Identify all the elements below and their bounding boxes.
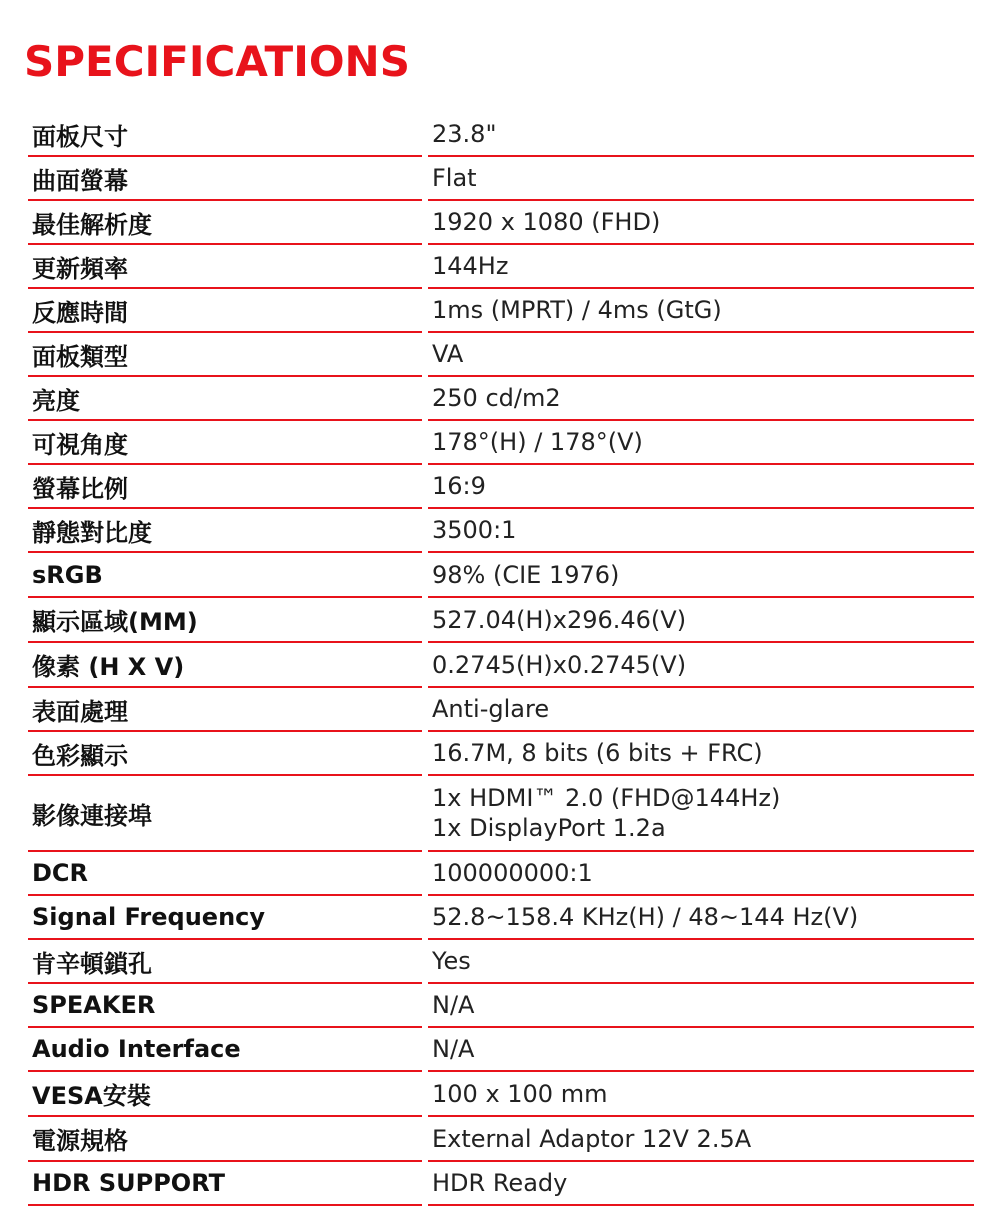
spec-row-resolution	[28, 201, 974, 245]
spec-label: 反應時間	[28, 289, 422, 333]
spec-row-hdr-support	[28, 1162, 974, 1206]
spec-value: 16.7M, 8 bits (6 bits + FRC)	[428, 732, 974, 776]
spec-label: 靜態對比度	[28, 509, 422, 553]
spec-label: 表面處理	[28, 688, 422, 732]
spec-label: 色彩顯示	[28, 732, 422, 776]
spec-value: 100 x 100 mm	[428, 1072, 974, 1117]
spec-label: 影像連接埠	[28, 776, 422, 852]
spec-row-panel-type	[28, 333, 974, 377]
page-title: SPECIFICATIONS	[24, 37, 410, 86]
spec-label: 面板類型	[28, 333, 422, 377]
spec-value: N/A	[428, 1028, 974, 1072]
spec-label: SPEAKER	[28, 984, 422, 1028]
spec-value: 0.2745(H)x0.2745(V)	[428, 643, 974, 688]
spec-table	[28, 113, 974, 1206]
spec-value: 100000000:1	[428, 852, 974, 896]
spec-row-srgb	[28, 553, 974, 598]
spec-value: 16:9	[428, 465, 974, 509]
spec-row-signal-frequency	[28, 896, 974, 940]
spec-value-line: 1x DisplayPort 1.2a	[432, 814, 666, 842]
spec-value: 178°(H) / 178°(V)	[428, 421, 974, 465]
spec-value: Yes	[428, 940, 974, 984]
spec-label: 像素 (H X V)	[28, 643, 422, 688]
spec-row-vesa-mount	[28, 1072, 974, 1117]
spec-value: 144Hz	[428, 245, 974, 289]
spec-value: Flat	[428, 157, 974, 201]
spec-label: 肯辛頓鎖孔	[28, 940, 422, 984]
spec-label: 顯示區域(MM)	[28, 598, 422, 643]
spec-row-kensington-lock	[28, 940, 974, 984]
spec-label: Signal Frequency	[28, 896, 422, 940]
spec-value: 1920 x 1080 (FHD)	[428, 201, 974, 245]
spec-row-audio-interface	[28, 1028, 974, 1072]
spec-value: VA	[428, 333, 974, 377]
spec-row-static-contrast	[28, 509, 974, 553]
spec-row-surface-treatment	[28, 688, 974, 732]
spec-label: DCR	[28, 852, 422, 896]
spec-label: 亮度	[28, 377, 422, 421]
spec-label: 電源規格	[28, 1117, 422, 1162]
spec-value: 52.8~158.4 KHz(H) / 48~144 Hz(V)	[428, 896, 974, 940]
spec-label: 最佳解析度	[28, 201, 422, 245]
spec-row-pixel-pitch	[28, 643, 974, 688]
spec-value: 23.8"	[428, 113, 974, 157]
spec-row-brightness	[28, 377, 974, 421]
spec-value: 3500:1	[428, 509, 974, 553]
spec-row-video-ports	[28, 776, 974, 852]
spec-value: 250 cd/m2	[428, 377, 974, 421]
spec-label: 曲面螢幕	[28, 157, 422, 201]
spec-label: HDR SUPPORT	[28, 1162, 422, 1206]
spec-row-display-area	[28, 598, 974, 643]
spec-row-viewing-angle	[28, 421, 974, 465]
spec-row-panel-size	[28, 113, 974, 157]
spec-label: Audio Interface	[28, 1028, 422, 1072]
spec-row-refresh-rate	[28, 245, 974, 289]
spec-value: 1ms (MPRT) / 4ms (GtG)	[428, 289, 974, 333]
spec-value: External Adaptor 12V 2.5A	[428, 1117, 974, 1162]
spec-label: 面板尺寸	[28, 113, 422, 157]
spec-label: sRGB	[28, 553, 422, 598]
spec-row-power-supply	[28, 1117, 974, 1162]
spec-row-aspect-ratio	[28, 465, 974, 509]
spec-label: 可視角度	[28, 421, 422, 465]
spec-label: 螢幕比例	[28, 465, 422, 509]
spec-value	[428, 776, 974, 852]
spec-row-color-display	[28, 732, 974, 776]
spec-value: N/A	[428, 984, 974, 1028]
spec-value: Anti-glare	[428, 688, 974, 732]
spec-row-dcr	[28, 852, 974, 896]
spec-value: 98% (CIE 1976)	[428, 553, 974, 598]
spec-value-line: 1x HDMI™ 2.0 (FHD@144Hz)	[432, 784, 781, 812]
spec-label: VESA安裝	[28, 1072, 422, 1117]
spec-row-speaker	[28, 984, 974, 1028]
spec-label: 更新頻率	[28, 245, 422, 289]
spec-value: 527.04(H)x296.46(V)	[428, 598, 974, 643]
spec-value: HDR Ready	[428, 1162, 974, 1206]
spec-row-response-time	[28, 289, 974, 333]
spec-row-curved	[28, 157, 974, 201]
